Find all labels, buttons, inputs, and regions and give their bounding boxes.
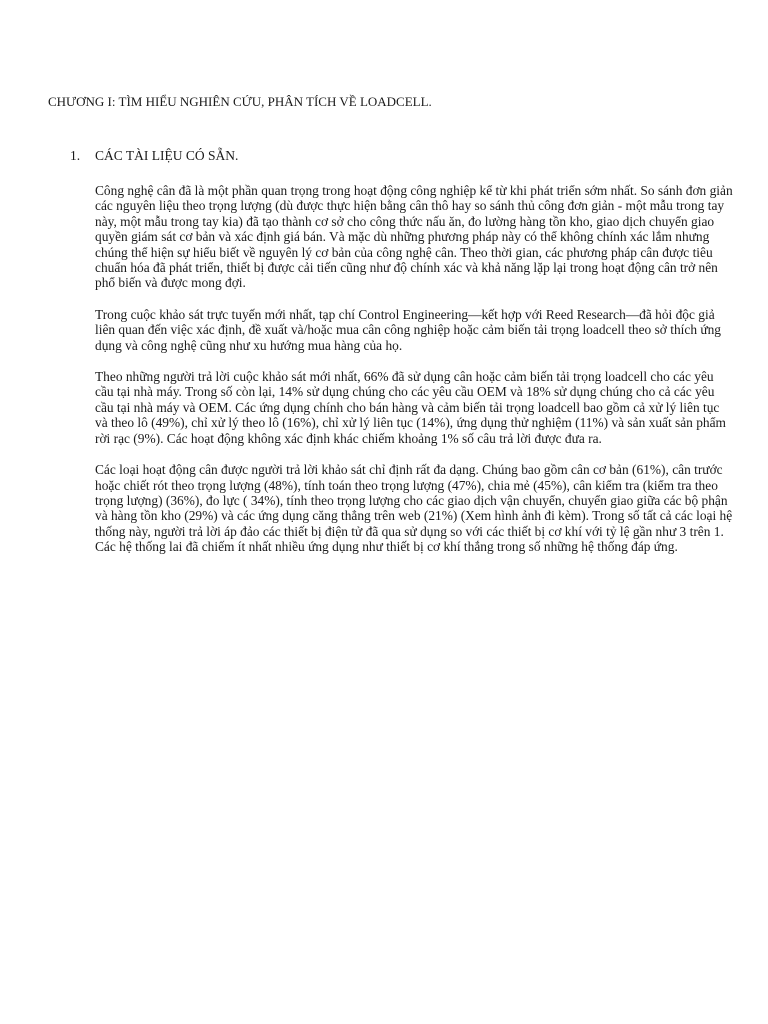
paragraph-3: Theo những người trả lời cuộc khảo sát mới nhất, 66% đã sử dụng cân hoặc cảm biến tải trọng loadcell cho các yêu cầu tại nhà máy. Trong số còn lại, 14% sử dụng chúng cho các yêu cầu OEM và 18% sử dụng chúng cho cả các yêu cầu tại nhà máy và OEM. Các ứng dụng chính cho bán hàng và cảm biến tải trọng loadcell bao gồm cả xử lý liên tục và theo lô (49%), chỉ xử lý theo lô (16%), chỉ xử lý liên tục (14%), ứng dụng thử nghiệm (11%) và sản xuất sản phẩm rời rạc (9%). Các hoạt động không xác định khác chiếm khoảng 1% số câu trả lời được đưa ra.	[95, 369, 726, 446]
chapter-title: CHƯƠNG I: TÌM HIỂU NGHIÊN CỨU, PHÂN TÍCH VỀ LOADCELL.	[48, 94, 432, 109]
section-heading	[70, 148, 730, 164]
paragraph-2: Trong cuộc khảo sát trực tuyến mới nhất, tạp chí Control Engineering—kết hợp với Reed Research—đã hỏi độc giả liên quan đến việc xác định, đề xuất và/hoặc mua cân công nghiệp hoặc cảm biến tải trọng loadcell theo sở thích ứng dụng và công nghệ cũng như xu hướng mua hàng của họ.	[95, 306, 722, 353]
paragraph-1: Công nghệ cân đã là một phần quan trọng trong hoạt động công nghiệp kể từ khi phát triển sớm nhất. So sánh đơn giản các nguyên liệu theo trọng lượng (dù được thực hiện bằng cân thô hay so sánh thủ công đơn giản - một mẫu trong tay này, một mẫu trong tay kia) đã tạo thành cơ sở cho công thức nấu ăn, đo lường hàng tồn kho, giao dịch chuyển giao quyền giám sát cơ bản và xác định giá bán. Và mặc dù những phương pháp này có thể không chính xác lắm nhưng chúng thể hiện sự hiểu biết về nguyên lý cơ bản của công nghệ cân. Theo thời gian, các phương pháp cân được tiêu chuẩn hóa đã phát triển, thiết bị được cải tiến cũng như độ chính xác và khả năng lặp lại trong hoạt động cân trở nên phổ biến và được mong đợi.	[95, 183, 733, 291]
section-title: CÁC TÀI LIỆU CÓ SẴN.	[95, 148, 239, 163]
section-number: 1.	[70, 148, 81, 163]
paragraph-4: Các loại hoạt động cân được người trả lời khảo sát chỉ định rất đa dạng. Chúng bao gồm cân cơ bản (61%), cân trước hoặc chiết rót theo trọng lượng (48%), tính toán theo trọng lượng (47%), chia mẻ (45%), cân kiểm tra (kiểm tra theo trọng lượng) (36%), đo lực ( 34%), tính theo trọng lượng cho các giao dịch vận chuyển, chuyển giao giữa các bộ phận và hàng tồn kho (29%) và các ứng dụng căng thẳng trên web (21%) (Xem hình ảnh đi kèm). Trong số tất cả các loại hệ thống này, người trả lời áp đảo các thiết bị điện tử đã qua sử dụng so với các thiết bị cơ khí với tỷ lệ gần như 3 trên 1. Các hệ thống lai đã chiếm ít nhất nhiều ứng dụng như thiết bị cơ khí thắng trong số những hệ thống đáp ứng.	[95, 462, 733, 555]
section-body	[95, 183, 735, 571]
